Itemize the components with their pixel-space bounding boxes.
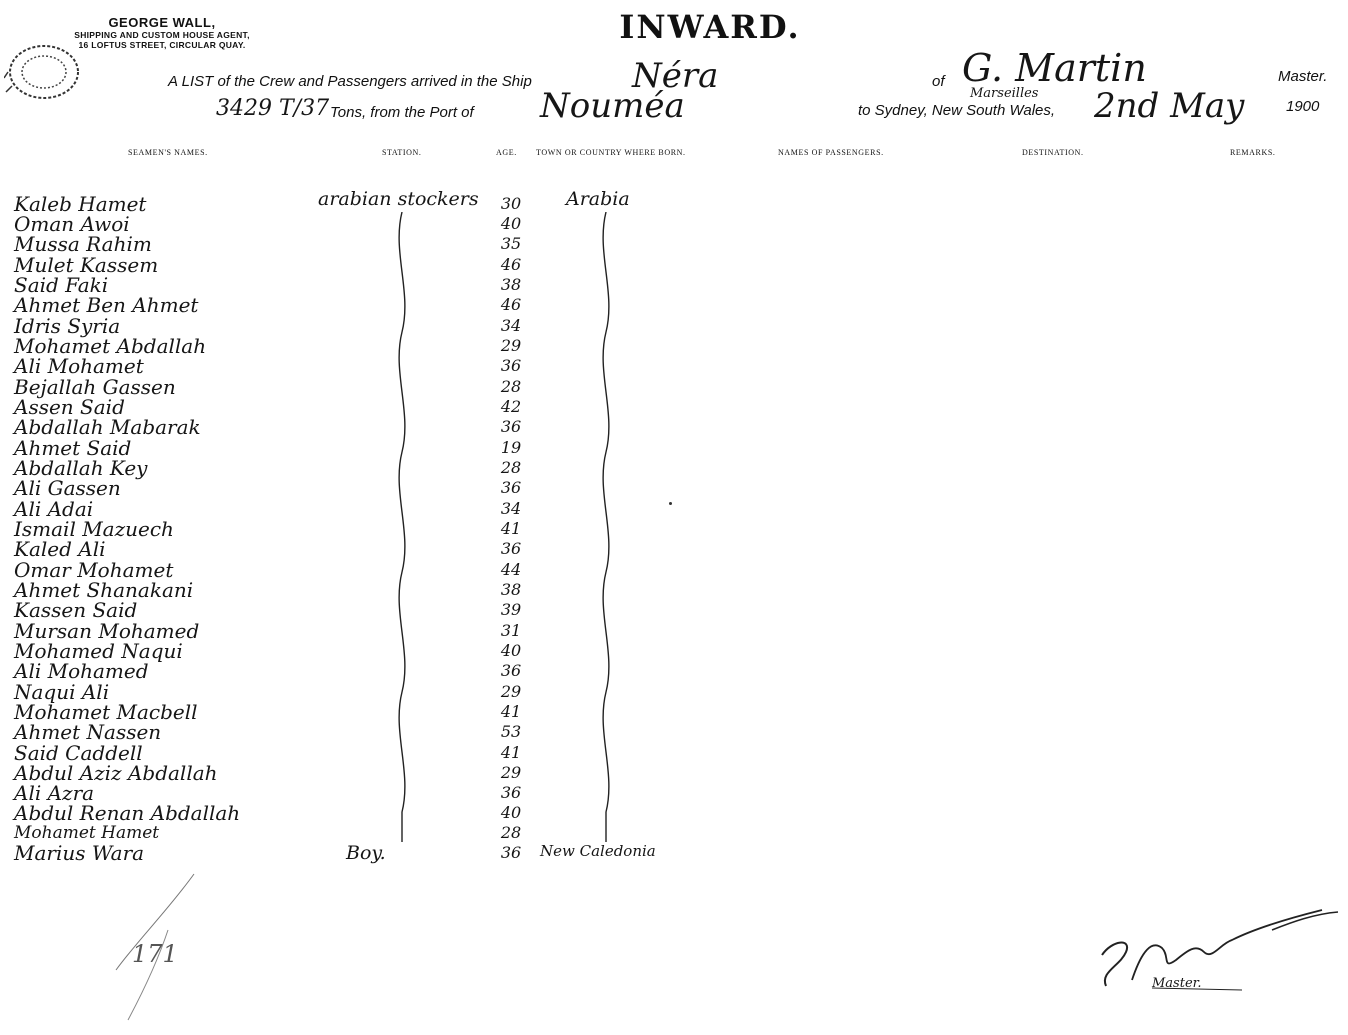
crew-name: Marius Wara: [14, 841, 145, 865]
crew-name: Ali Mohamed: [14, 659, 149, 683]
via-port: Marseilles: [970, 86, 1039, 101]
crew-name: Ahmet Nassen: [14, 720, 162, 744]
crew-name: Abdul Aziz Abdallah: [14, 761, 218, 785]
port-name: Nouméa: [540, 86, 685, 126]
crew-name: Abdallah Key: [14, 456, 148, 480]
col-destination: DESTINATION.: [1022, 148, 1084, 157]
crew-age: 41: [500, 702, 522, 721]
crew-age: 36: [500, 661, 522, 680]
crew-age: 36: [500, 783, 522, 802]
born-first: Arabia: [566, 188, 630, 210]
col-seamen-names: SEAMEN'S NAMES.: [128, 148, 208, 157]
crew-age: 30: [500, 194, 522, 213]
crew-age: 29: [500, 682, 522, 701]
crew-name: Kaled Ali: [14, 537, 106, 561]
crew-name: Abdallah Mabarak: [14, 415, 201, 439]
tons-value: 3429 T/37: [216, 96, 330, 121]
master-signature: [1092, 900, 1342, 1000]
crew-name: Idris Syria: [14, 314, 121, 338]
crew-age: 36: [500, 539, 522, 558]
crew-name: Said Caddell: [14, 741, 143, 765]
crew-name: Assen Said: [14, 395, 125, 419]
crew-name: Ali Gassen: [14, 476, 121, 500]
crew-name: Mohamed Naqui: [14, 639, 183, 663]
crew-name: Oman Awoi: [14, 212, 130, 236]
crew-age: 36: [500, 478, 522, 497]
crew-name: Omar Mohamet: [14, 558, 174, 582]
crew-name: Said Faki: [14, 273, 109, 297]
crew-age: 29: [500, 336, 522, 355]
crew-name: Ahmet Ben Ahmet: [14, 293, 199, 317]
folio-number: 171: [132, 940, 178, 968]
crew-age: 38: [500, 275, 522, 294]
col-passenger-names: NAMES OF PASSENGERS.: [778, 148, 884, 157]
crew-age: 28: [500, 458, 522, 477]
station-last: Boy.: [346, 842, 386, 864]
crew-name: Kaleb Hamet: [14, 192, 147, 216]
crew-name: Mulet Kassem: [14, 253, 159, 277]
crew-age: 41: [500, 519, 522, 538]
crew-age: 35: [500, 234, 522, 253]
crew-name: Abdul Renan Abdallah: [14, 801, 241, 825]
crew-age: 46: [500, 255, 522, 274]
col-age: AGE.: [496, 148, 517, 157]
crew-age: 41: [500, 743, 522, 762]
crew-age: 34: [500, 499, 522, 518]
crew-age: 40: [500, 803, 522, 822]
form-title: INWARD.: [619, 8, 801, 46]
crew-name: Mohamet Macbell: [14, 700, 198, 724]
of-label: of: [932, 73, 945, 90]
crew-age: 42: [500, 397, 522, 416]
crew-age: 36: [500, 417, 522, 436]
station-ditto-line: [390, 212, 414, 852]
crew-name: Kassen Said: [14, 598, 138, 622]
station-first: arabian stockers: [318, 188, 479, 210]
ship-name: Néra: [632, 56, 719, 96]
agent-header: [42, 16, 282, 50]
crew-name: Ahmet Said: [14, 436, 132, 460]
master-label: Master.: [1278, 68, 1328, 85]
crew-name: Ali Azra: [14, 781, 95, 805]
ink-dot: [669, 502, 672, 505]
tons-label: Tons, from the Port of: [330, 104, 474, 121]
list-text: A LIST of the Crew and Passengers arrived in the Ship: [168, 73, 532, 90]
year-value: 1900: [1286, 98, 1320, 115]
col-station: STATION.: [382, 148, 422, 157]
crew-name: Naqui Ali: [14, 680, 110, 704]
crew-age: 38: [500, 580, 522, 599]
crew-age: 44: [500, 560, 522, 579]
crew-age: 28: [500, 823, 522, 842]
crew-age: 36: [500, 356, 522, 375]
crew-name: Mohamet Hamet: [14, 823, 160, 843]
crew-name: Mussa Rahim: [14, 232, 152, 256]
crew-name: Ali Adai: [14, 497, 94, 521]
crew-name: Bejallah Gassen: [14, 375, 176, 399]
crew-age: 39: [500, 600, 522, 619]
crew-name: Mursan Mohamed: [14, 619, 200, 643]
crew-age: 19: [500, 438, 522, 457]
crew-name: Ahmet Shanakani: [14, 578, 194, 602]
crew-age: 34: [500, 316, 522, 335]
circular-stamp: [4, 42, 88, 104]
date-handwritten: 2nd May: [1094, 86, 1245, 126]
crew-age: 28: [500, 377, 522, 396]
born-ditto-line: [594, 212, 618, 852]
crew-name: Ismail Mazuech: [14, 517, 174, 541]
crew-age: 53: [500, 722, 522, 741]
master-name: G. Martin: [962, 46, 1147, 90]
col-remarks: REMARKS.: [1230, 148, 1276, 157]
signature-label: Master.: [1152, 976, 1202, 991]
crew-age: 29: [500, 763, 522, 782]
col-town-born: TOWN OR COUNTRY WHERE BORN.: [536, 148, 686, 157]
crew-age: 31: [500, 621, 522, 640]
to-label: to Sydney, New South Wales,: [858, 102, 1056, 119]
agent-line2: 16 LOFTUS STREET, CIRCULAR QUAY.: [78, 39, 246, 50]
crew-name: Mohamet Abdallah: [14, 334, 207, 358]
crew-age: 36: [500, 843, 522, 862]
born-last: New Caledonia: [540, 842, 656, 860]
crew-name: Ali Mohamet: [14, 354, 144, 378]
crew-age: 46: [500, 295, 522, 314]
agent-name: GEORGE WALL,: [108, 15, 216, 30]
crew-age: 40: [500, 214, 522, 233]
crew-age: 40: [500, 641, 522, 660]
agent-line1: SHIPPING AND CUSTOM HOUSE AGENT,: [74, 29, 250, 40]
